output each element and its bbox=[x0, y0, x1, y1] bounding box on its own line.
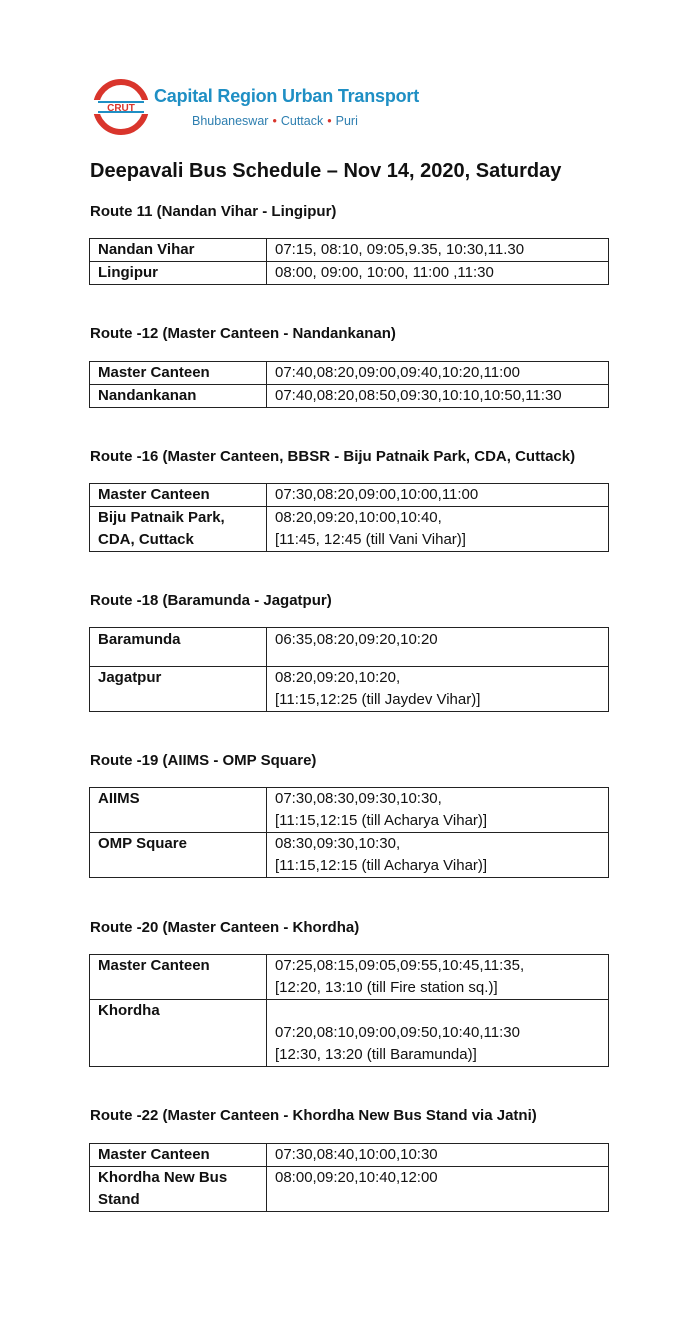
table-row bbox=[90, 955, 609, 1000]
times-cell bbox=[267, 788, 609, 833]
stop-cell bbox=[90, 788, 267, 833]
times-cell bbox=[267, 507, 609, 552]
stop-cell bbox=[90, 239, 267, 262]
logo-city: Bhubaneswar bbox=[192, 114, 269, 128]
schedule-table bbox=[89, 361, 609, 408]
schedule-table bbox=[89, 1143, 609, 1212]
stop-name: Master Canteen bbox=[98, 364, 210, 381]
logo-title: Capital Region Urban Transport bbox=[154, 86, 420, 106]
stop-cell bbox=[90, 1144, 267, 1167]
route-heading: Route -16 (Master Canteen, BBSR - Biju Patnaik Park, CDA, Cuttack) bbox=[90, 448, 576, 465]
times-cell bbox=[267, 484, 609, 507]
route-heading: Route -19 (AIIMS - OMP Square) bbox=[90, 752, 317, 769]
schedule-table bbox=[89, 954, 609, 1067]
times-cell bbox=[267, 955, 609, 1000]
table-row bbox=[90, 239, 609, 262]
crut-logo bbox=[92, 78, 432, 138]
stop-name: Khordha bbox=[98, 1002, 160, 1019]
times-text: 08:20,09:20,10:00,10:40, bbox=[275, 509, 442, 526]
stop-name: AIIMS bbox=[98, 790, 140, 807]
times-text: 08:20,09:20,10:20, bbox=[275, 669, 401, 686]
times-text: 07:25,08:15,09:05,09:55,10:45,11:35, bbox=[275, 957, 525, 974]
table-row bbox=[90, 1167, 609, 1212]
stop-name: OMP Square bbox=[98, 835, 187, 852]
table-row bbox=[90, 362, 609, 385]
stop-cell bbox=[90, 1000, 267, 1067]
stop-name: Master Canteen bbox=[98, 486, 210, 503]
times-text: [11:15,12:15 (till Acharya Vihar)] bbox=[275, 857, 488, 874]
logo-city: Puri bbox=[335, 114, 358, 128]
times-cell bbox=[267, 1144, 609, 1167]
times-text: 08:00, 09:00, 10:00, 11:00 ,11:30 bbox=[275, 264, 494, 281]
logo-city: Cuttack bbox=[280, 114, 324, 128]
times-text: [11:15,12:25 (till Jaydev Vihar)] bbox=[275, 691, 481, 708]
table-row bbox=[90, 1000, 609, 1067]
table-row bbox=[90, 1144, 609, 1167]
stop-name: Nandankanan bbox=[98, 387, 197, 404]
times-cell bbox=[267, 1000, 609, 1067]
stop-cell bbox=[90, 507, 267, 552]
stop-cell bbox=[90, 262, 267, 285]
times-text: 06:35,08:20,09:20,10:20 bbox=[275, 631, 438, 648]
stop-cell bbox=[90, 484, 267, 507]
times-text: [12:30, 13:20 (till Baramunda)] bbox=[275, 1046, 477, 1063]
crut-logo-mark-icon bbox=[92, 78, 150, 136]
bullet-icon: • bbox=[327, 114, 332, 128]
bullet-icon: • bbox=[272, 114, 277, 128]
times-text: 07:30,08:30,09:30,10:30, bbox=[275, 790, 442, 807]
times-text: 07:20,08:10,09:00,09:50,10:40,11:30 bbox=[275, 1024, 520, 1041]
times-text: 07:40,08:20,09:00,09:40,10:20,11:00 bbox=[275, 364, 520, 381]
stop-name: CDA, Cuttack bbox=[98, 531, 194, 548]
times-cell bbox=[267, 362, 609, 385]
times-text bbox=[275, 1000, 600, 1022]
table-row bbox=[90, 833, 609, 878]
schedule-table bbox=[89, 483, 609, 552]
stop-cell bbox=[90, 833, 267, 878]
schedule-table bbox=[89, 787, 609, 878]
table-row bbox=[90, 262, 609, 285]
table-row bbox=[90, 788, 609, 833]
times-text: [11:45, 12:45 (till Vani Vihar)] bbox=[275, 531, 466, 548]
route-heading: Route -12 (Master Canteen - Nandankanan) bbox=[90, 325, 396, 342]
times-cell bbox=[267, 262, 609, 285]
times-text: 08:30,09:30,10:30, bbox=[275, 835, 401, 852]
stop-cell bbox=[90, 362, 267, 385]
stop-cell bbox=[90, 667, 267, 712]
stop-name: Nandan Vihar bbox=[98, 241, 195, 258]
times-cell bbox=[267, 667, 609, 712]
route-heading: Route -22 (Master Canteen - Khordha New Bus Stand via Jatni) bbox=[90, 1107, 537, 1124]
logo-mark-text: CRUT bbox=[107, 103, 135, 114]
logo-cities bbox=[192, 114, 358, 128]
stop-name: Lingipur bbox=[98, 264, 158, 281]
table-row bbox=[90, 507, 609, 552]
table-row bbox=[90, 667, 609, 712]
table-row bbox=[90, 484, 609, 507]
route-heading: Route 11 (Nandan Vihar - Lingipur) bbox=[90, 203, 337, 220]
stop-cell bbox=[90, 1167, 267, 1212]
times-cell bbox=[267, 628, 609, 667]
schedule-table bbox=[89, 238, 609, 285]
stop-name: Stand bbox=[98, 1191, 140, 1208]
table-row bbox=[90, 385, 609, 408]
stop-name: Master Canteen bbox=[98, 1146, 210, 1163]
times-cell bbox=[267, 385, 609, 408]
times-text: [11:15,12:15 (till Acharya Vihar)] bbox=[275, 812, 488, 829]
route-heading: Route -20 (Master Canteen - Khordha) bbox=[90, 919, 360, 936]
times-text: 07:40,08:20,08:50,09:30,10:10,10:50,11:30 bbox=[275, 387, 562, 404]
stop-cell bbox=[90, 385, 267, 408]
stop-cell bbox=[90, 955, 267, 1000]
times-text: 07:30,08:40,10:00,10:30 bbox=[275, 1146, 438, 1163]
stop-name: Master Canteen bbox=[98, 957, 210, 974]
page-title: Deepavali Bus Schedule – Nov 14, 2020, Saturday bbox=[90, 160, 562, 182]
times-text: 08:00,09:20,10:40,12:00 bbox=[275, 1169, 438, 1186]
times-text: 07:30,08:20,09:00,10:00,11:00 bbox=[275, 486, 479, 503]
stop-cell bbox=[90, 628, 267, 667]
table-row bbox=[90, 628, 609, 667]
route-heading: Route -18 (Baramunda - Jagatpur) bbox=[90, 592, 332, 609]
stop-name: Biju Patnaik Park, bbox=[98, 509, 225, 526]
stop-name: Baramunda bbox=[98, 631, 181, 648]
stop-name: Khordha New Bus bbox=[98, 1169, 228, 1186]
stop-name: Jagatpur bbox=[98, 669, 162, 686]
times-cell bbox=[267, 239, 609, 262]
schedule-table bbox=[89, 627, 609, 712]
times-text: 07:15, 08:10, 09:05,9.35, 10:30,11.30 bbox=[275, 241, 525, 258]
times-cell bbox=[267, 1167, 609, 1212]
times-cell bbox=[267, 833, 609, 878]
times-text: [12:20, 13:10 (till Fire station sq.)] bbox=[275, 979, 498, 996]
